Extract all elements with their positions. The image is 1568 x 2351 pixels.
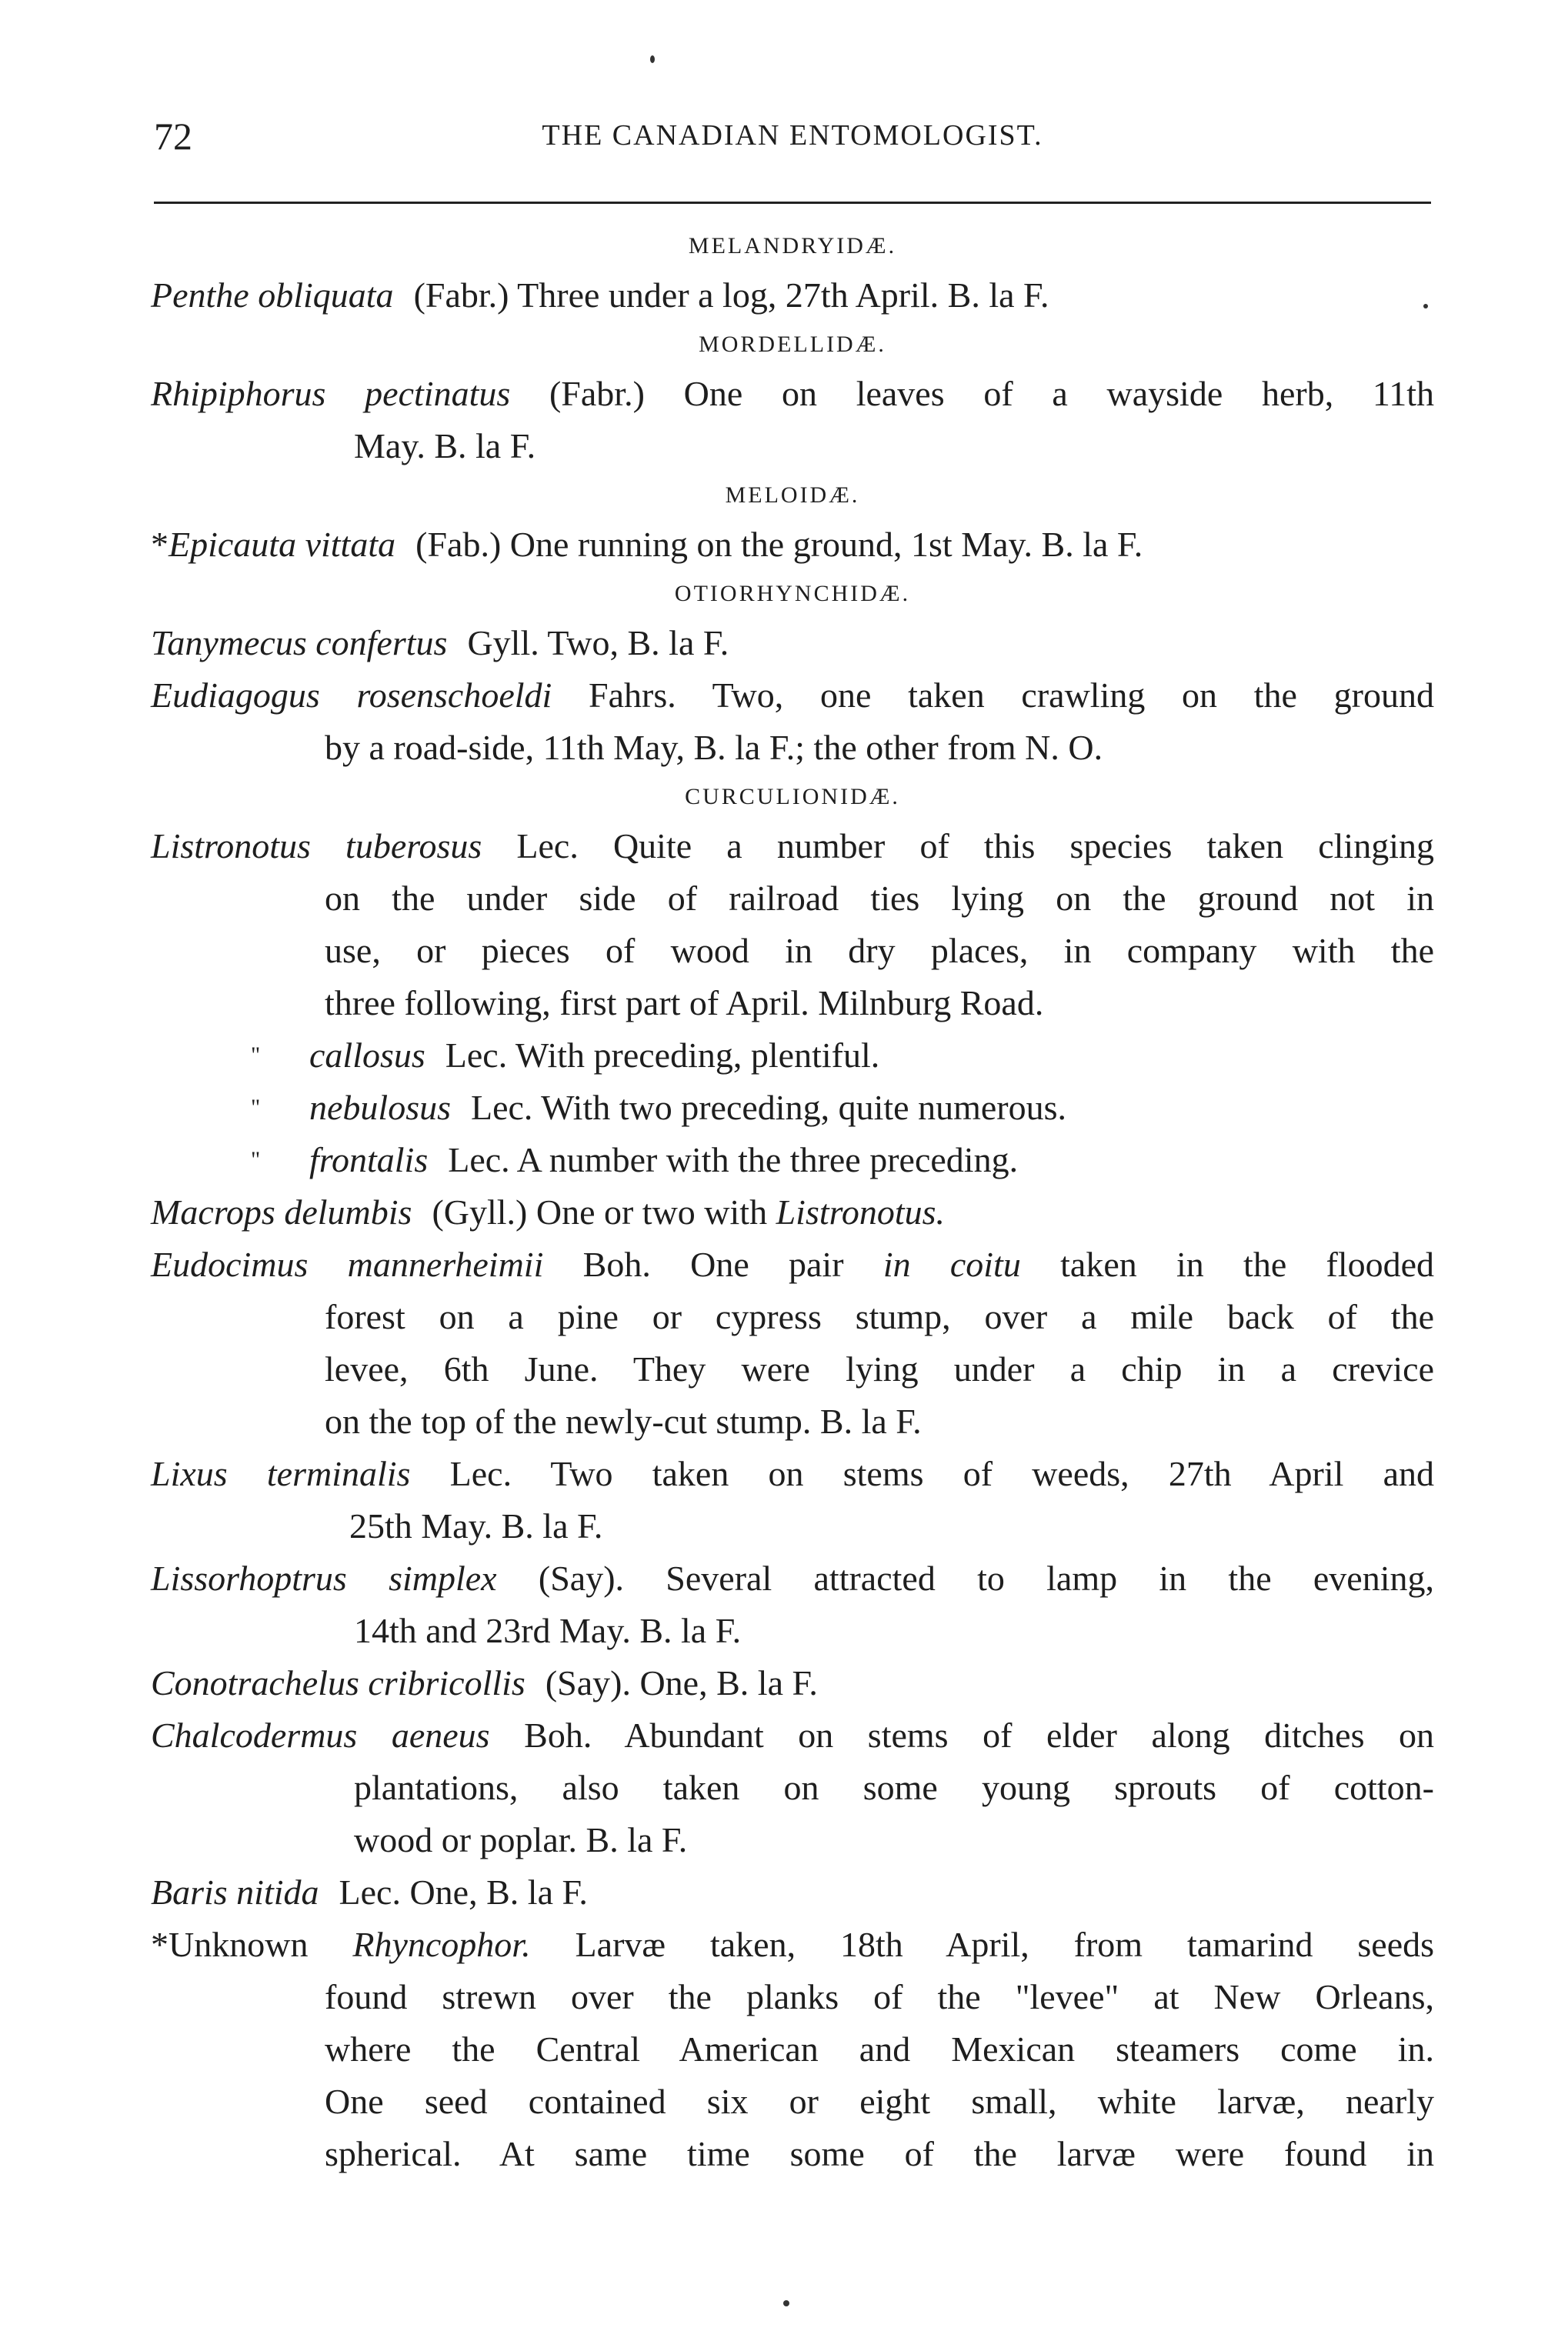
species-name: Chalcodermus aeneus: [151, 1716, 490, 1755]
entry-chalcodermus: [151, 1709, 1434, 1762]
entry-continuation: May. B. la F.: [354, 426, 536, 465]
species-name: Lixus terminalis: [151, 1454, 411, 1493]
entry-text: (Fab.) One running on the ground, 1st May. B. la F.: [415, 525, 1143, 564]
header-rule: [154, 202, 1431, 204]
entry-tanymecus: [151, 617, 1434, 669]
entry-continuation: on the under side of railroad ties lying on the ground not in: [325, 879, 1434, 918]
entry-text: (Say). One, B. la F.: [545, 1663, 818, 1702]
entry-frontalis: [151, 1134, 1434, 1186]
latin-phrase: in coitu: [882, 1245, 1021, 1284]
entry-text: Larvæ taken, 18th April, from tamarind seeds: [575, 1925, 1435, 1964]
entry-continuation: wood or poplar. B. la F.: [354, 1820, 688, 1859]
species-name: Baris nitida: [151, 1872, 319, 1912]
species-name: frontalis: [309, 1140, 429, 1179]
entry-rhipiphorus: [151, 368, 1434, 420]
entry-text: Boh. One pair: [582, 1245, 844, 1284]
entry-text: Lec. A number with the three preceding.: [448, 1140, 1019, 1179]
entry-epicauta: [151, 519, 1434, 571]
entry-text: Lec. One, B. la F.: [339, 1872, 588, 1912]
entry-conotrachelus: [151, 1657, 1434, 1709]
species-name: nebulosus: [309, 1088, 451, 1127]
entry-text: Gyll. Two, B. la F.: [467, 623, 729, 662]
species-list: [151, 223, 1434, 2180]
entry-text: Lec. Quite a number of this species taken clinging: [516, 826, 1434, 865]
entry-lissorhoptrus: [151, 1552, 1434, 1605]
entry-continuation: spherical. At same time some of the larvæ were found in: [325, 2134, 1434, 2173]
entry-continuation: One seed contained six or eight small, white larvæ, nearly: [325, 2082, 1434, 2121]
ditto-mark: ": [251, 1147, 261, 1172]
species-name: Rhipiphorus pectinatus: [151, 374, 511, 413]
entry-text: Fahrs. Two, one taken crawling on the ground: [589, 675, 1435, 715]
entry-text: (Fabr.) One on leaves of a wayside herb, 11th: [549, 374, 1434, 413]
species-name: Eudocimus mannerheimii: [151, 1245, 544, 1284]
entry-continuation: use, or pieces of wood in dry places, in company with the: [325, 931, 1434, 970]
species-name: callosus: [309, 1035, 425, 1075]
scan-speck: [650, 55, 655, 63]
species-reference: Listronotus.: [776, 1192, 946, 1232]
entry-continuation: where the Central American and Mexican steamers come in.: [325, 2029, 1434, 2069]
entry-text: (Gyll.) One or two with: [432, 1192, 768, 1232]
scan-speck: [1423, 304, 1428, 308]
species-name: Conotrachelus cribricollis: [151, 1663, 525, 1702]
entry-text: Lec. Two taken on stems of weeds, 27th April and: [449, 1454, 1435, 1493]
species-name: Epicauta vittata: [168, 525, 396, 564]
species-name: Tanymecus confertus: [151, 623, 448, 662]
entry-eudiagogus: [151, 669, 1434, 722]
entry-macrops: [151, 1186, 1434, 1239]
entry-text: (Say). Several attracted to lamp in the evening,: [538, 1559, 1435, 1598]
entry-continuation: 14th and 23rd May. B. la F.: [354, 1611, 742, 1650]
species-name: Eudiagogus rosenschoeldi: [151, 675, 552, 715]
section-heading-curculionidae: CURCULIONIDÆ.: [685, 784, 900, 809]
species-name: Penthe obliquata: [151, 275, 394, 315]
scan-speck: [783, 2300, 789, 2306]
entry-continuation: three following, first part of April. Milnburg Road.: [325, 983, 1044, 1022]
page-header: [154, 114, 1431, 168]
species-name: Macrops delumbis: [151, 1192, 412, 1232]
species-name: Rhyncophor.: [352, 1925, 531, 1964]
section-heading-otiorhynchidae: OTIORHYNCHIDÆ.: [674, 581, 911, 606]
section-heading-mordellidae: MORDELLIDÆ.: [699, 332, 886, 357]
entry-listronotus: [151, 820, 1434, 872]
species-name: Listronotus tuberosus: [151, 826, 482, 865]
entry-continuation: levee, 6th June. They were lying under a chip in a crevice: [325, 1349, 1434, 1389]
section-heading-melandryidae: MELANDRYIDÆ.: [688, 233, 897, 258]
ditto-mark: ": [251, 1042, 261, 1068]
entry-continuation: plantations, also taken on some young sprouts of cotton-: [354, 1768, 1434, 1807]
entry-lixus: [151, 1448, 1434, 1500]
entry-baris: [151, 1866, 1434, 1919]
entry-continuation: 25th May. B. la F.: [349, 1506, 603, 1546]
entry-text: taken in the flooded: [1060, 1245, 1435, 1284]
entry-text: Lec. With preceding, plentiful.: [445, 1035, 880, 1075]
entry-continuation: by a road-side, 11th May, B. la F.; the other from N. O.: [325, 728, 1103, 767]
entry-unknown-rhyncophor: [151, 1919, 1434, 1971]
entry-eudocimus: [151, 1239, 1434, 1291]
ditto-mark: ": [251, 1095, 261, 1120]
page-number: 72: [154, 115, 192, 158]
section-heading-meloidae: MELOIDÆ.: [725, 482, 860, 508]
asterisk-mark: *: [151, 525, 168, 564]
running-title: THE CANADIAN ENTOMOLOGIST.: [542, 119, 1043, 152]
entry-text: (Fabr.) Three under a log, 27th April. B. la F.: [413, 275, 1049, 315]
entry-penthe: [151, 269, 1434, 322]
entry-prefix: *Unknown: [151, 1925, 309, 1964]
species-name: Lissorhoptrus simplex: [151, 1559, 497, 1598]
entry-text: Lec. With two preceding, quite numerous.: [471, 1088, 1066, 1127]
entry-continuation: found strewn over the planks of the "levee" at New Orleans,: [325, 1977, 1434, 2016]
entry-continuation: on the top of the newly-cut stump. B. la F.: [325, 1402, 922, 1441]
entry-callosus: [151, 1029, 1434, 1082]
entry-nebulosus: [151, 1082, 1434, 1134]
entry-text: Boh. Abundant on stems of elder along ditches on: [524, 1716, 1435, 1755]
entry-continuation: forest on a pine or cypress stump, over a mile back of the: [325, 1297, 1434, 1336]
